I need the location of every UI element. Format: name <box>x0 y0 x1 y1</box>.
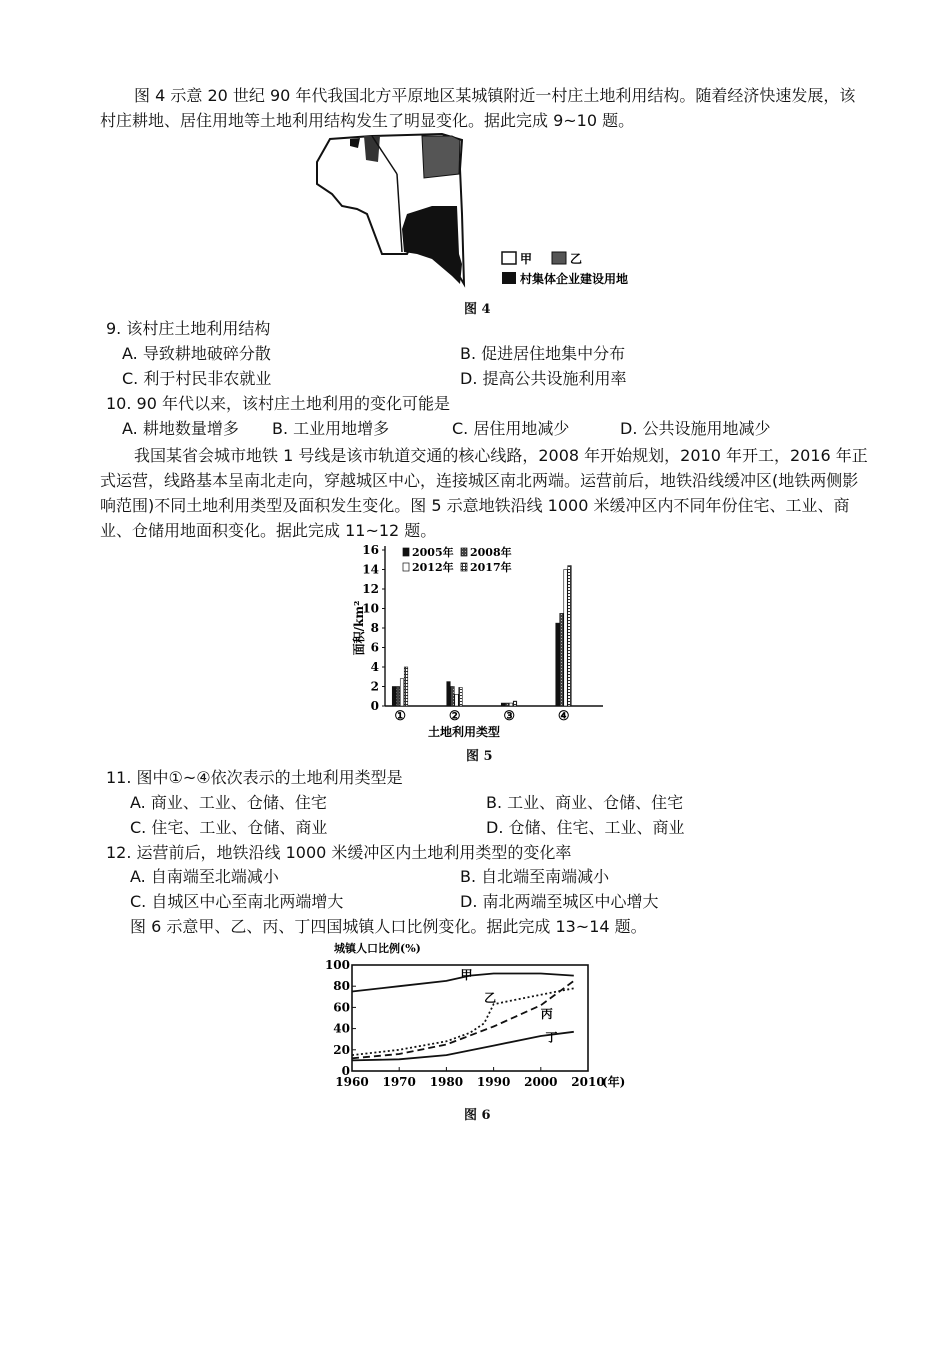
fig5-bar <box>501 703 505 706</box>
fig5-legend-swatch <box>461 563 467 571</box>
q9-option-b[interactable]: B. 促进居住地集中分布 <box>460 344 626 363</box>
fig5-x-tick-label: ③ <box>503 709 516 724</box>
fig5-bar <box>392 687 396 707</box>
fig6-x-tick-label: 1980 <box>429 1075 464 1089</box>
fig5-bar <box>396 687 400 707</box>
fig5-bar <box>400 679 404 706</box>
fig5-y-tick-label: 0 <box>370 699 379 713</box>
fig4-legend-yi-swatch <box>552 252 566 264</box>
q10-stem: 10. 90 年代以来，该村庄土地利用的变化可能是 <box>106 394 450 413</box>
q10-option-b[interactable]: B. 工业用地增多 <box>272 419 390 438</box>
q11-option-a[interactable]: A. 商业、工业、仓储、住宅 <box>130 793 327 812</box>
fig5-bar <box>451 687 455 707</box>
fig4-caption: 图 4 <box>464 302 491 317</box>
q9-stem: 9. 该村庄土地利用结构 <box>106 319 271 338</box>
fig6-y-tick-label: 60 <box>333 1000 350 1015</box>
fig6-y-tick-label: 0 <box>341 1064 350 1078</box>
intro-fig4: 图 4 示意 20 世纪 90 年代我国北方平原地区某城镇附近一村庄土地利用结构。随着经济快速发展，该村庄耕地、居住用地等土地利用结构发生了明显变化。据此完成 9~10 题。 <box>100 86 856 130</box>
q9-option-a[interactable]: A. 导致耕地破碎分散 <box>122 344 271 363</box>
fig5-x-tick-label: ① <box>394 709 407 724</box>
fig5-bar <box>455 694 459 706</box>
q12-option-b[interactable]: B. 自北端至南端减小 <box>460 867 610 886</box>
q10-option-a[interactable]: A. 耕地数量增多 <box>122 419 239 438</box>
fig5-y-tick-label: 4 <box>370 660 379 674</box>
q12-option-a[interactable]: A. 自南端至北端减小 <box>130 867 279 886</box>
q12-option-d[interactable]: D. 南北两端至城区中心增大 <box>460 892 659 911</box>
fig5-x-axis-label: 土地利用类型 <box>427 725 501 739</box>
fig5-bar <box>560 613 564 706</box>
q10-option-c[interactable]: C. 居住用地减少 <box>452 419 570 438</box>
fig5-x-tick-label: ④ <box>557 709 570 724</box>
fig5-legend-swatch <box>403 548 409 556</box>
q9-option-d[interactable]: D. 提高公共设施利用率 <box>460 369 627 388</box>
fig6-y-tick-label: 40 <box>333 1021 350 1036</box>
fig6-series-label: 丙 <box>540 1007 553 1021</box>
fig5-bar <box>564 570 568 707</box>
fig6-x-axis-label: (年) <box>602 1075 626 1089</box>
q12-option-c[interactable]: C. 自城区中心至南北两端增大 <box>130 892 344 911</box>
fig5-y-tick-label: 8 <box>370 621 379 635</box>
q10-option-d[interactable]: D. 公共设施用地减少 <box>620 419 771 438</box>
fig5-x-tick-label: ② <box>448 709 461 724</box>
fig5-bar <box>459 687 463 706</box>
intro-fig6: 图 6 示意甲、乙、丙、丁四国城镇人口比例变化。据此完成 13~14 题。 <box>130 917 647 936</box>
fig5-bar <box>509 703 513 706</box>
fig6-series-label: 丁 <box>545 1030 558 1045</box>
fig5-legend-entry: 2012年 <box>412 561 454 574</box>
q11-option-b[interactable]: B. 工业、商业、仓储、住宅 <box>486 793 684 812</box>
fig5-legend-swatch <box>461 548 467 556</box>
fig5-y-tick-label: 14 <box>362 562 379 577</box>
fig4-yi-area <box>422 136 460 178</box>
fig4-enterprise-area <box>402 206 462 284</box>
fig6-series-label: 甲 <box>460 967 473 982</box>
fig4-legend-jia-swatch <box>502 252 516 264</box>
fig6-x-tick-label: 1990 <box>476 1075 511 1089</box>
fig5-bar <box>404 667 408 706</box>
fig6-y-tick-label: 80 <box>333 979 350 994</box>
fig4-legend-jia: 甲 <box>520 252 533 266</box>
fig5-bar <box>447 682 451 706</box>
q11-option-d[interactable]: D. 仓储、住宅、工业、商业 <box>486 818 685 837</box>
fig6-line-chart <box>324 940 638 1095</box>
fig5-bar <box>513 701 517 706</box>
fig5-caption: 图 5 <box>466 749 493 764</box>
fig6-series-line <box>352 988 574 1055</box>
fig6-y-tick-label: 20 <box>333 1042 350 1057</box>
fig6-x-tick-label: 1960 <box>335 1075 369 1089</box>
fig5-legend-entry: 2008年 <box>470 546 512 559</box>
fig5-legend-swatch <box>403 563 409 571</box>
fig4-legend-enterprise: 村集体企业建设用地 <box>520 272 629 286</box>
fig6-title: 城镇人口比例(%) <box>334 942 421 955</box>
fig5-y-tick-label: 12 <box>362 582 379 596</box>
q11-stem: 11. 图中①~④依次表示的土地利用类型是 <box>106 768 403 787</box>
fig4-legend-yi: 乙 <box>570 252 583 266</box>
fig5-y-tick-label: 10 <box>362 601 379 616</box>
fig5-y-tick-label: 2 <box>370 679 379 694</box>
fig6-series-label: 乙 <box>484 991 497 1006</box>
fig5-bar <box>556 623 560 706</box>
q9-option-c[interactable]: C. 利于村民非农就业 <box>122 369 272 388</box>
fig5-y-axis-label: 面积/km² <box>352 600 366 656</box>
fig6-x-tick-label: 2000 <box>524 1075 558 1089</box>
fig4-legend-enterprise-swatch <box>502 272 516 284</box>
fig5-bar-chart <box>345 542 615 742</box>
q12-stem: 12. 运营前后，地铁沿线 1000 米缓冲区内土地利用类型的变化率 <box>106 843 572 862</box>
fig5-y-tick-label: 16 <box>362 543 379 557</box>
fig5-bar <box>505 703 509 706</box>
fig4-yi-area-2 <box>364 136 380 162</box>
fig5-bar <box>568 566 572 706</box>
fig4-map <box>312 134 662 316</box>
fig5-legend-entry: 2005年 <box>412 546 454 559</box>
fig6-y-tick-label: 100 <box>324 958 350 972</box>
fig6-x-tick-label: 2010 <box>571 1075 605 1089</box>
q11-option-c[interactable]: C. 住宅、工业、仓储、商业 <box>130 818 328 837</box>
fig6-caption: 图 6 <box>464 1108 491 1123</box>
fig5-y-tick-label: 6 <box>370 640 379 655</box>
intro-fig5: 我国某省会城市地铁 1 号线是该市轨道交通的核心线路，2008 年开始规划，2010 年开工，2016 年正式运营，线路基本呈南北走向，穿越城区中心，连接城区南北两端。运营前后，地铁沿线缓冲区(地铁两侧影响范围)不同土地利用类型及面积发生变化。图 5 示意地铁沿线 1000 米缓冲区内不同年份住宅、工业、商业、仓储用地面积变化。据此完成 11~12 题。 <box>100 446 868 540</box>
fig5-legend-entry: 2017年 <box>470 561 512 574</box>
fig6-x-tick-label: 1970 <box>382 1075 416 1089</box>
